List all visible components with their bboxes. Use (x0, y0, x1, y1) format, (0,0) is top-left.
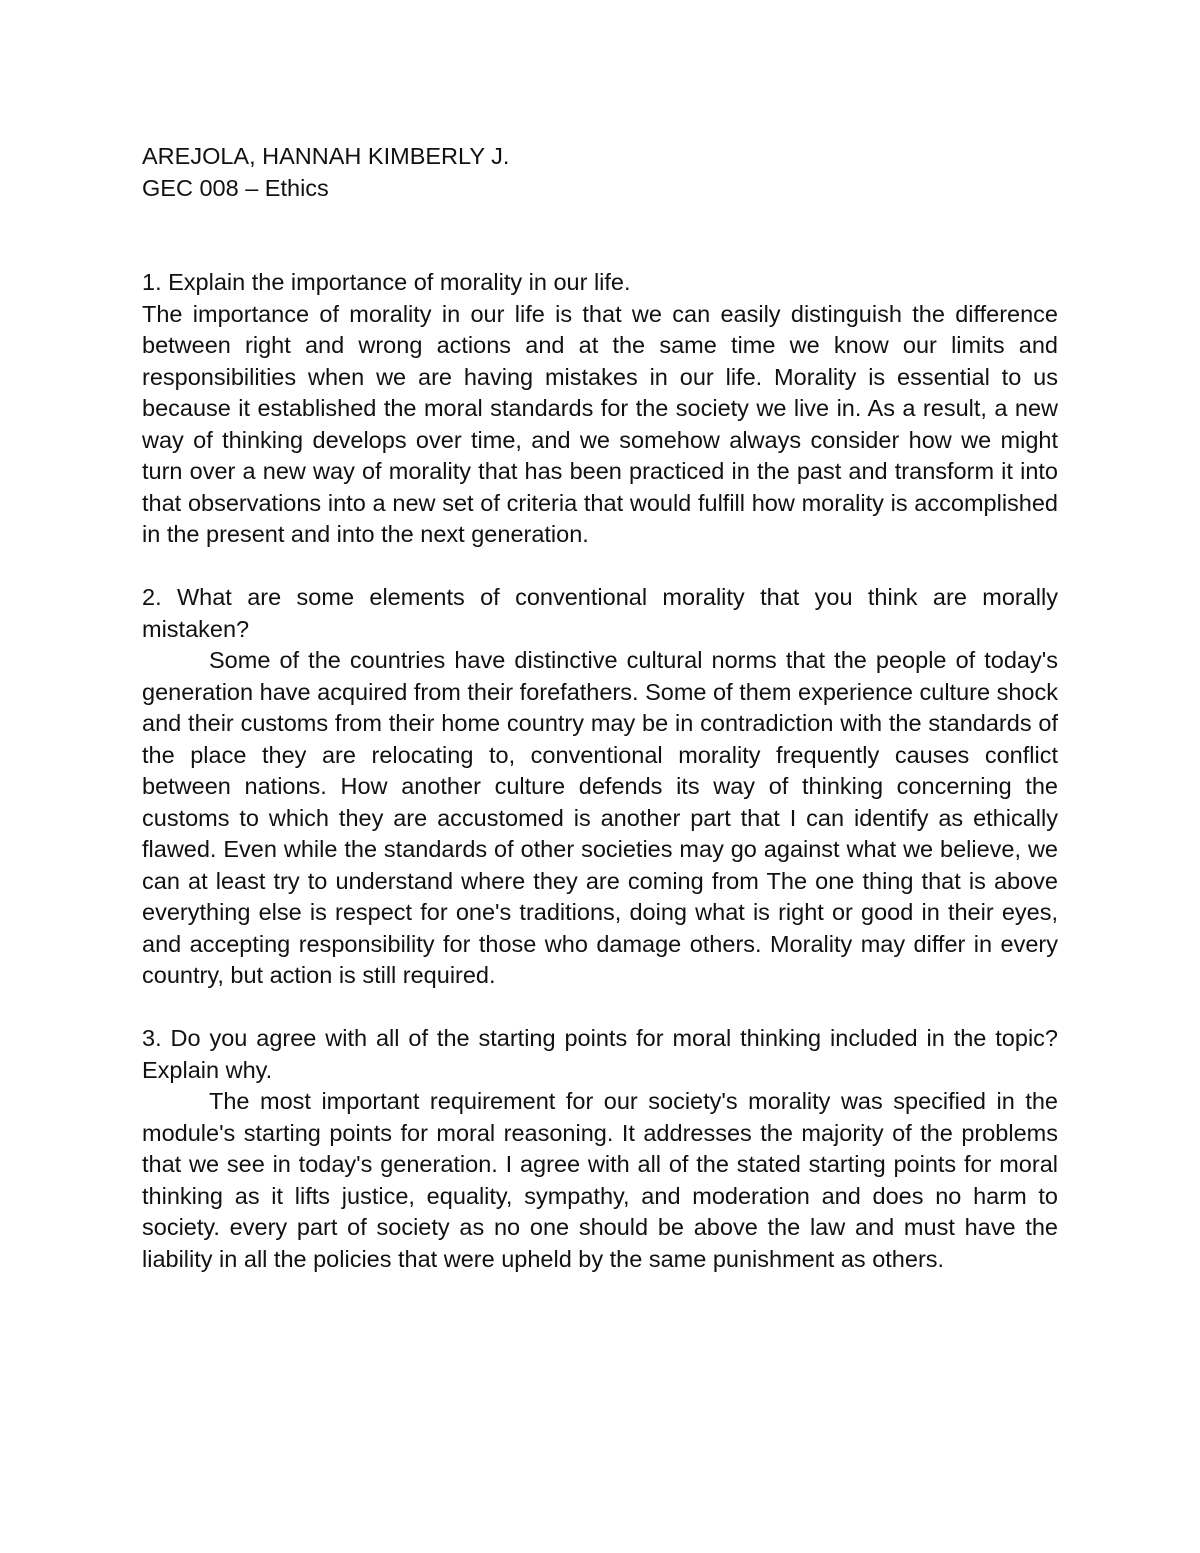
course-title: GEC 008 – Ethics (142, 174, 329, 201)
document-page (142, 141, 1058, 1275)
question-3: 3. Do you agree with all of the starting points for moral thinking included in the topic? Explain why. (142, 1025, 1058, 1083)
spacer (142, 551, 1058, 583)
question-2: 2. What are some elements of conventional morality that you think are morally mistaken? (142, 584, 1058, 642)
answer-1: The importance of morality in our life is that we can easily distinguish the difference between right and wrong actions and at the same time we know our limits and responsibilities when we are having mistakes in our life. Morality is essential to us because it established the moral standards for the society we live in. As a result, a new way of thinking develops over time, and we somehow always consider how we might turn over a new way of morality that has been practiced in the past and transform it into that observations into a new set of criteria that would fulfill how morality is accomplished in the present and into the next generation. (142, 300, 1058, 547)
answer-2: Some of the countries have distinctive cultural norms that the people of today's generation have acquired from their forefathers. Some of them experience culture shock and their customs from their home country may be in contradiction with the standards of the place they are relocating to, conventional morality frequently causes conflict between nations. How another culture defends its way of thinking concerning the customs to which they are accustomed is another part that I can identify as ethically flawed. Even while the standards of other societies may go against what we believe, we can at least try to understand where they are coming from The one thing that is above everything else is respect for one's traditions, doing what is right or good in their eyes, and accepting responsibility for those who damage others. Morality may differ in every country, but action is still required. (142, 647, 1058, 988)
answer-3: The most important requirement for our society's morality was specified in the module's starting points for moral reasoning. It addresses the majority of the problems that we see in today's generation. I agree with all of the stated starting points for moral thinking as it lifts justice, equality, sympathy, and moderation and does no harm to society. every part of society as no one should be above the law and must have the liability in all the policies that were upheld by the same punishment as others. (142, 1088, 1058, 1272)
spacer (142, 204, 1058, 267)
student-name: AREJOLA, HANNAH KIMBERLY J. (142, 143, 510, 169)
question-1: 1. Explain the importance of morality in our life. (142, 269, 631, 295)
spacer (142, 992, 1058, 1024)
